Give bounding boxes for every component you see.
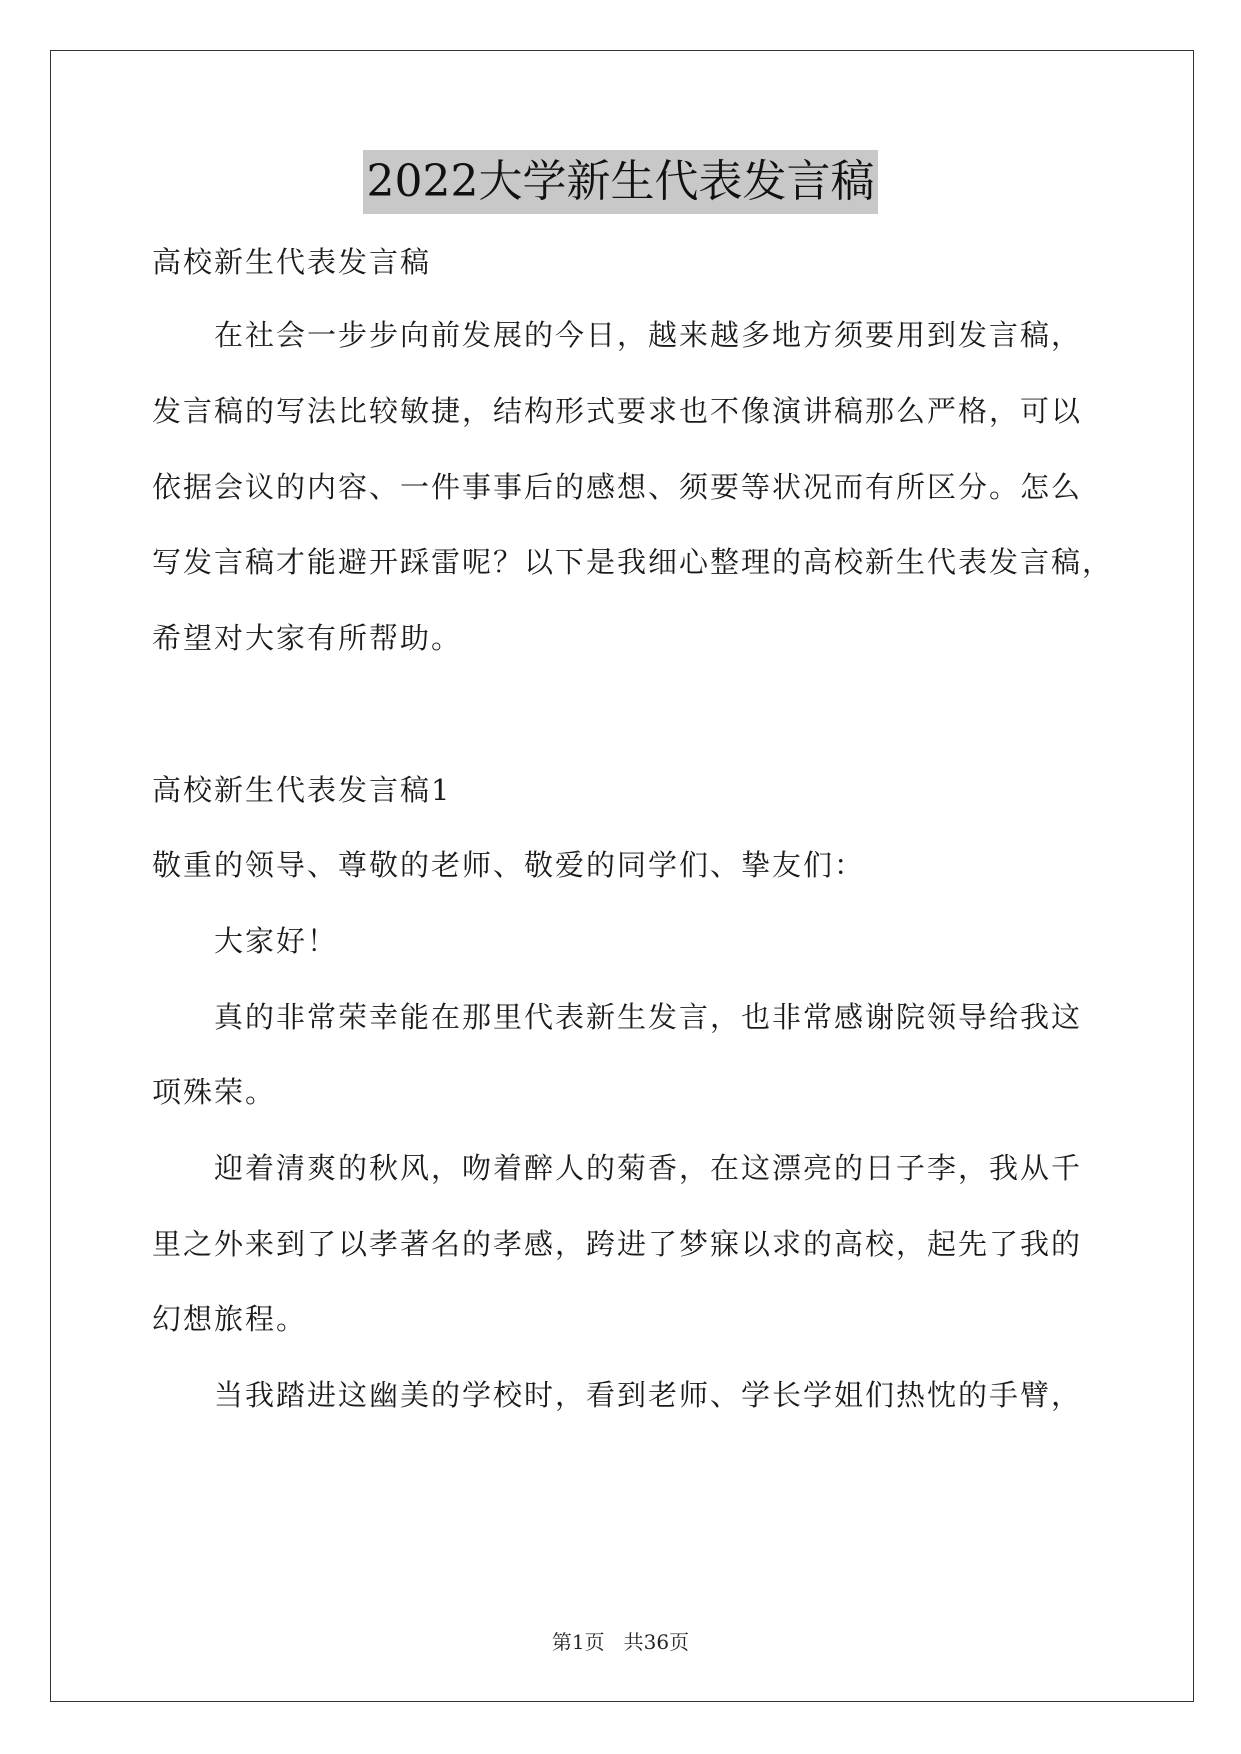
paragraph-line: 依据会议的内容、一件事事后的感想、须要等状况而有所区分。怎么	[152, 470, 1083, 504]
paragraph-line: 幻想旅程。	[152, 1302, 308, 1336]
paragraph-line: 发言稿的写法比较敏捷，结构形式要求也不像演讲稿那么严格，可以	[152, 394, 1083, 428]
document-title: 2022大学新生代表发言稿	[363, 150, 879, 214]
paragraph-line: 真的非常荣幸能在那里代表新生发言，也非常感谢院领导给我这	[214, 1000, 1083, 1034]
section-heading: 高校新生代表发言稿	[152, 245, 432, 279]
paragraph-line: 迎着清爽的秋风，吻着醉人的菊香，在这漂亮的日子李，我从千	[214, 1151, 1083, 1185]
paragraph-line: 当我踏进这幽美的学校时，看到老师、学长学姐们热忱的手臂，	[214, 1378, 1083, 1412]
paragraph-line: 项殊荣。	[152, 1075, 277, 1109]
paragraph-line: 里之外来到了以孝著名的孝感，跨进了梦寐以求的高校，起先了我的	[152, 1227, 1083, 1261]
page-footer: 第1页 共36页	[551, 1630, 690, 1654]
title-wrap	[0, 150, 1241, 214]
paragraph-line: 在社会一步步向前发展的今日，越来越多地方须要用到发言稿，	[214, 318, 1083, 352]
salutation: 敬重的领导、尊敬的老师、敬爱的同学们、挚友们：	[152, 848, 866, 882]
section-heading: 高校新生代表发言稿1	[152, 773, 452, 807]
greeting: 大家好！	[214, 924, 339, 958]
paragraph-line: 希望对大家有所帮助。	[152, 621, 463, 655]
paragraph-line: 写发言稿才能避开踩雷呢？以下是我细心整理的高校新生代表发言稿，	[152, 545, 1114, 579]
